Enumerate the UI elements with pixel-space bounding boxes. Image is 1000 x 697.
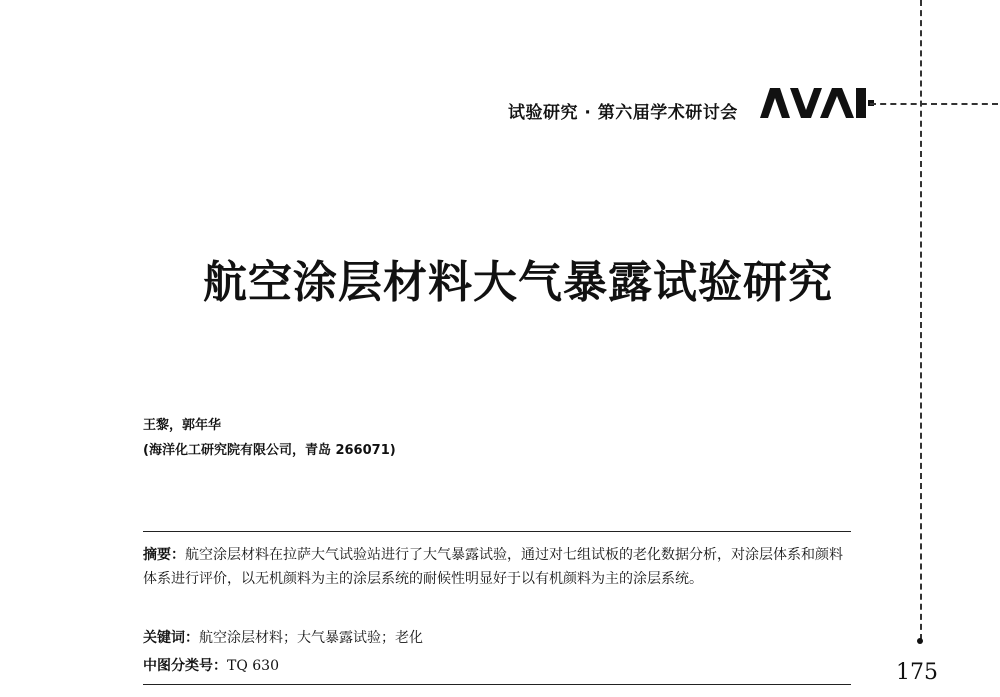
author-list: 王黎，郭年华 [143, 418, 222, 433]
abstract-bottom-rule [143, 684, 851, 685]
classification-label: 中图分类号： [143, 658, 227, 674]
page-number: 175 [896, 660, 938, 685]
abstract-block [143, 543, 855, 591]
abstract-label: 摘要： [143, 547, 185, 563]
horizontal-dashed-divider [870, 103, 998, 105]
author-affiliation: (海洋化工研究院有限公司，青岛 266071) [143, 443, 396, 458]
paper-title: 航空涂层材料大气暴露试验研究 [203, 257, 833, 308]
classification-code: TQ 630 [227, 658, 279, 674]
keywords-line [143, 627, 423, 647]
conference-logo-icon [760, 88, 868, 118]
keywords-label: 关键词： [143, 630, 199, 646]
running-header: 试验研究 · 第六届学术研讨会 [508, 103, 738, 123]
keywords-text: 航空涂层材料；大气暴露试验；老化 [199, 630, 423, 646]
abstract-top-rule [143, 531, 851, 532]
vertical-dashed-divider [920, 0, 922, 640]
divider-end-mark [917, 638, 923, 644]
classification-line [143, 655, 279, 675]
abstract-text: 航空涂层材料在拉萨大气试验站进行了大气暴露试验，通过对七组试板的老化数据分析，对涂层体系和颜料体系进行评价，以无机颜料为主的涂层系统的耐候性明显好于以有机颜料为主的涂层系统。 [143, 547, 843, 587]
